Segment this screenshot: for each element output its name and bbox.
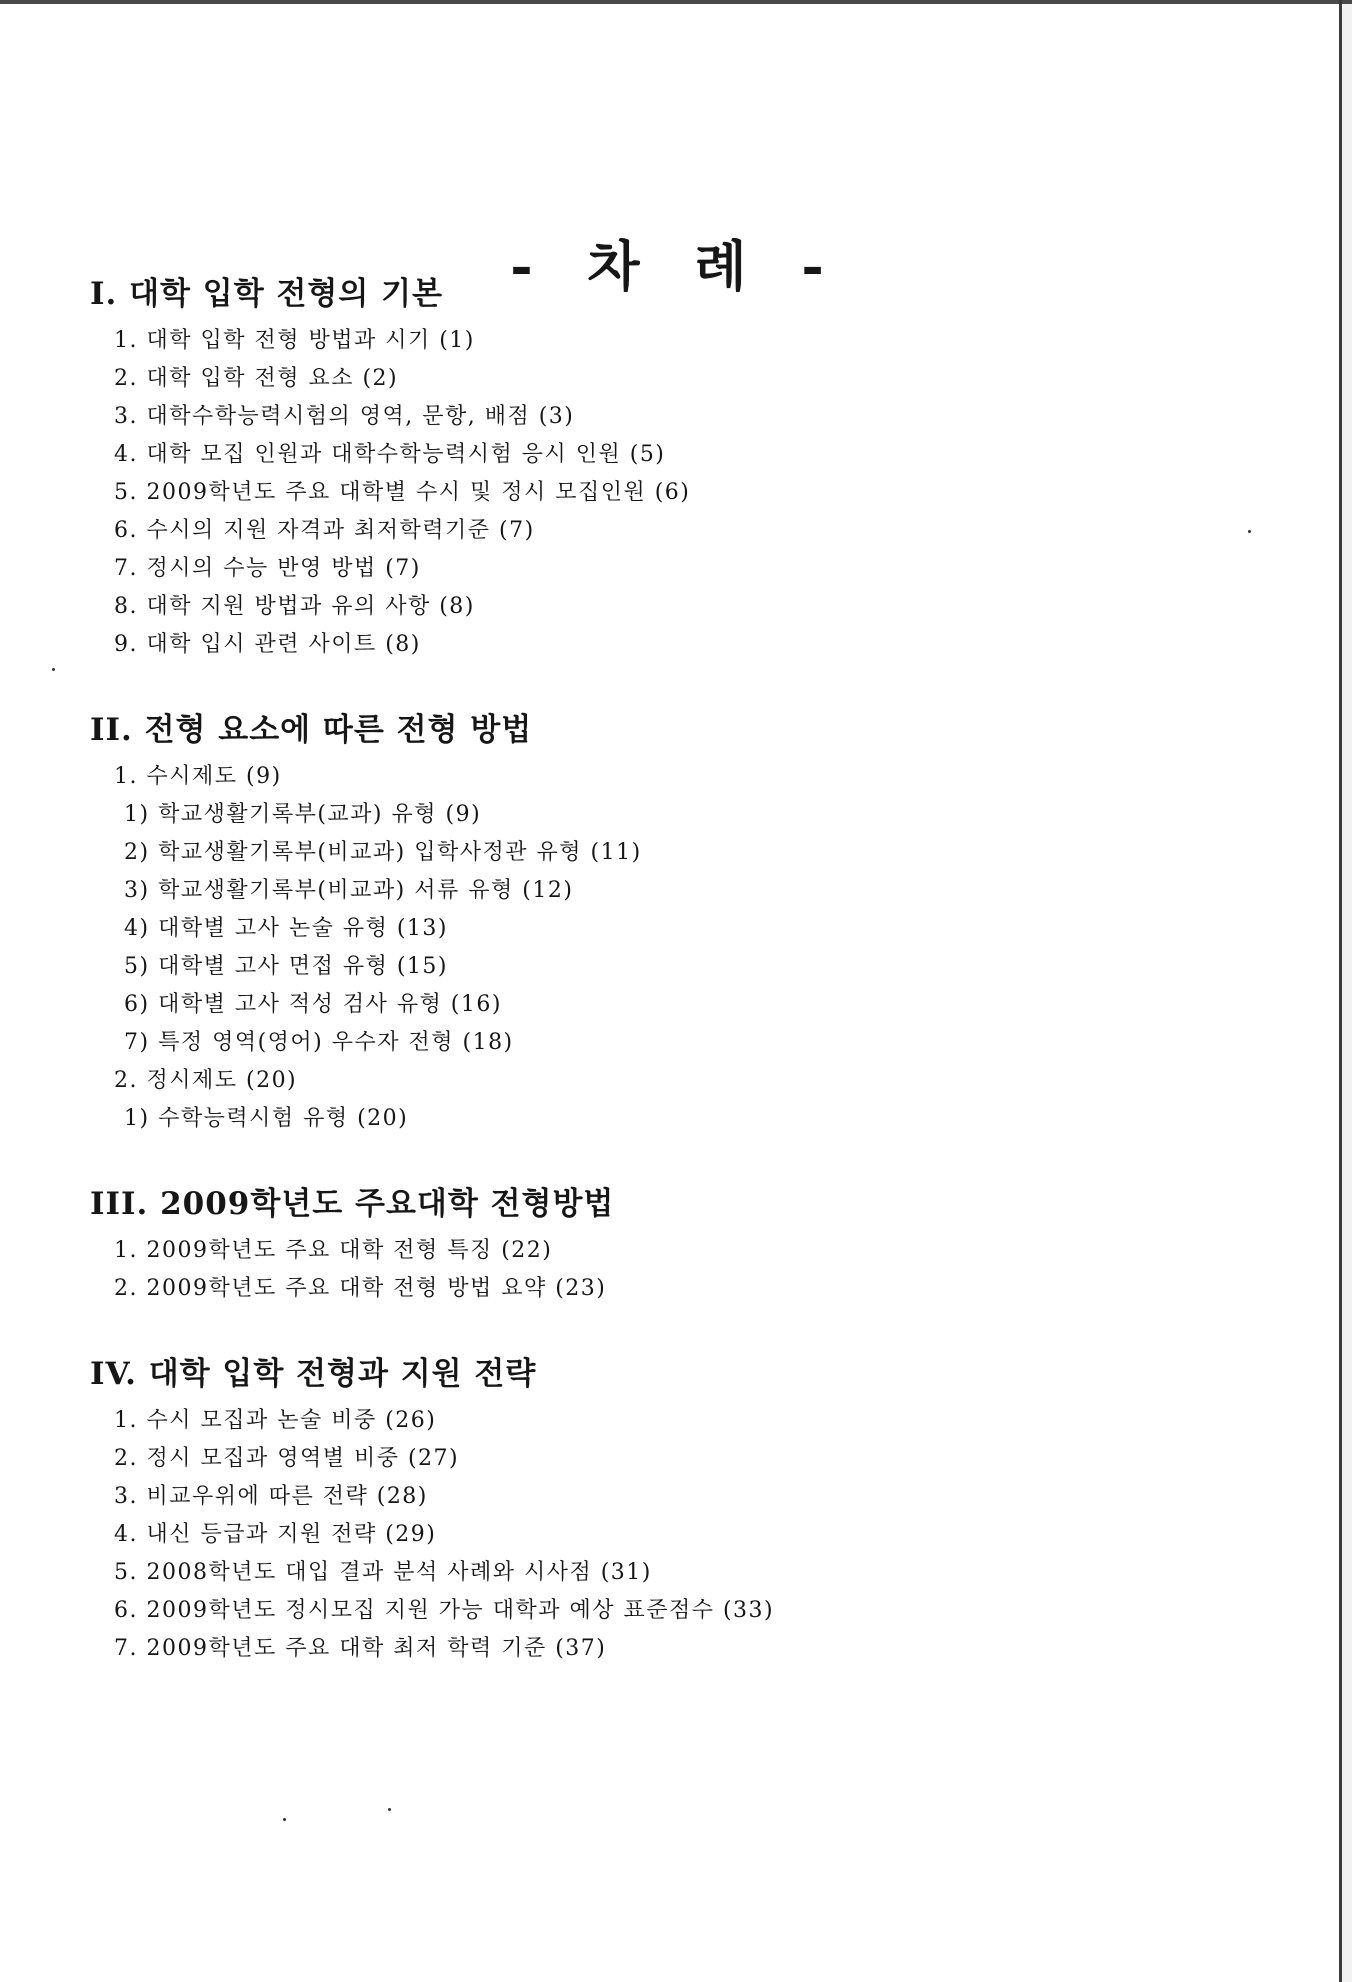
toc-section [90,710,1090,1138]
toc-subentry: 2) 학교생활기록부(비교과) 입학사정관 유형 (11) [124,840,642,865]
toc-entry: 5. 2008학년도 대입 결과 분석 사례와 시사점 (31) [114,1560,652,1585]
toc-entry: 1. 수시 모집과 논술 비중 (26) [114,1408,437,1433]
scan-speck [1248,530,1251,533]
toc-entry: 2. 대학 입학 전형 요소 (2) [114,366,399,391]
toc-entry: 4. 대학 모집 인원과 대학수학능력시험 응시 인원 (5) [114,442,666,467]
scan-top-edge [0,0,1352,4]
section-heading: III. 2009학년도 주요대학 전형방법 [90,1186,615,1222]
toc-subentry: 1) 수학능력시험 유형 (20) [124,1106,409,1131]
toc-entry: 2. 정시 모집과 영역별 비중 (27) [114,1446,460,1471]
toc-subentry: 1) 학교생활기록부(교과) 유형 (9) [124,802,482,827]
toc-subentry: 4) 대학별 고사 논술 유형 (13) [124,916,448,941]
section-heading: IV. 대학 입학 전형과 지원 전략 [90,1356,537,1392]
toc-entry: 4. 내신 등급과 지원 전략 (29) [114,1522,437,1547]
toc-subentry: 6) 대학별 고사 적성 검사 유형 (16) [124,992,502,1017]
toc-entry: 7. 정시의 수능 반영 방법 (7) [114,556,421,581]
toc-entry: 3. 비교우위에 따른 전략 (28) [114,1484,428,1509]
toc-entry: 6. 수시의 지원 자격과 최저학력기준 (7) [114,518,535,543]
toc-list [90,1232,1090,1308]
toc-subentry: 5) 대학별 고사 면접 유형 (15) [124,954,448,979]
scan-speck [52,668,55,671]
toc-entry: 1. 대학 입학 전형 방법과 시기 (1) [114,328,475,353]
scan-speck [283,1818,286,1821]
toc-subentry: 3) 학교생활기록부(비교과) 서류 유형 (12) [124,878,574,903]
toc-section [90,1354,1090,1668]
table-of-contents [90,274,1090,1714]
toc-entry: 2. 2009학년도 주요 대학 전형 방법 요약 (23) [114,1276,607,1301]
toc-entry: 1. 2009학년도 주요 대학 전형 특징 (22) [114,1238,553,1263]
section-heading: I. 대학 입학 전형의 기본 [90,276,443,312]
toc-section [90,274,1090,664]
toc-subentry: 7) 특정 영역(영어) 우수자 전형 (18) [124,1030,514,1055]
toc-entry: 5. 2009학년도 주요 대학별 수시 및 정시 모집인원 (6) [114,480,691,505]
toc-entry: 9. 대학 입시 관련 사이트 (8) [114,632,421,657]
toc-entry: 1. 수시제도 (9) [114,764,282,789]
toc-entry: 2. 정시제도 (20) [114,1068,298,1093]
section-heading: II. 전형 요소에 따른 전형 방법 [90,712,533,748]
scan-speck [388,1808,391,1811]
toc-entry: 8. 대학 지원 방법과 유의 사항 (8) [114,594,475,619]
toc-entry: 3. 대학수학능력시험의 영역, 문항, 배점 (3) [114,404,575,429]
toc-list [90,1402,1090,1668]
toc-entry: 7. 2009학년도 주요 대학 최저 학력 기준 (37) [114,1636,607,1661]
toc-entry: 6. 2009학년도 정시모집 지원 가능 대학과 예상 표준점수 (33) [114,1598,775,1623]
toc-list [90,322,1090,664]
toc-list [90,758,1090,1138]
page-title: - 차 례 - [510,234,842,299]
toc-section [90,1184,1090,1308]
